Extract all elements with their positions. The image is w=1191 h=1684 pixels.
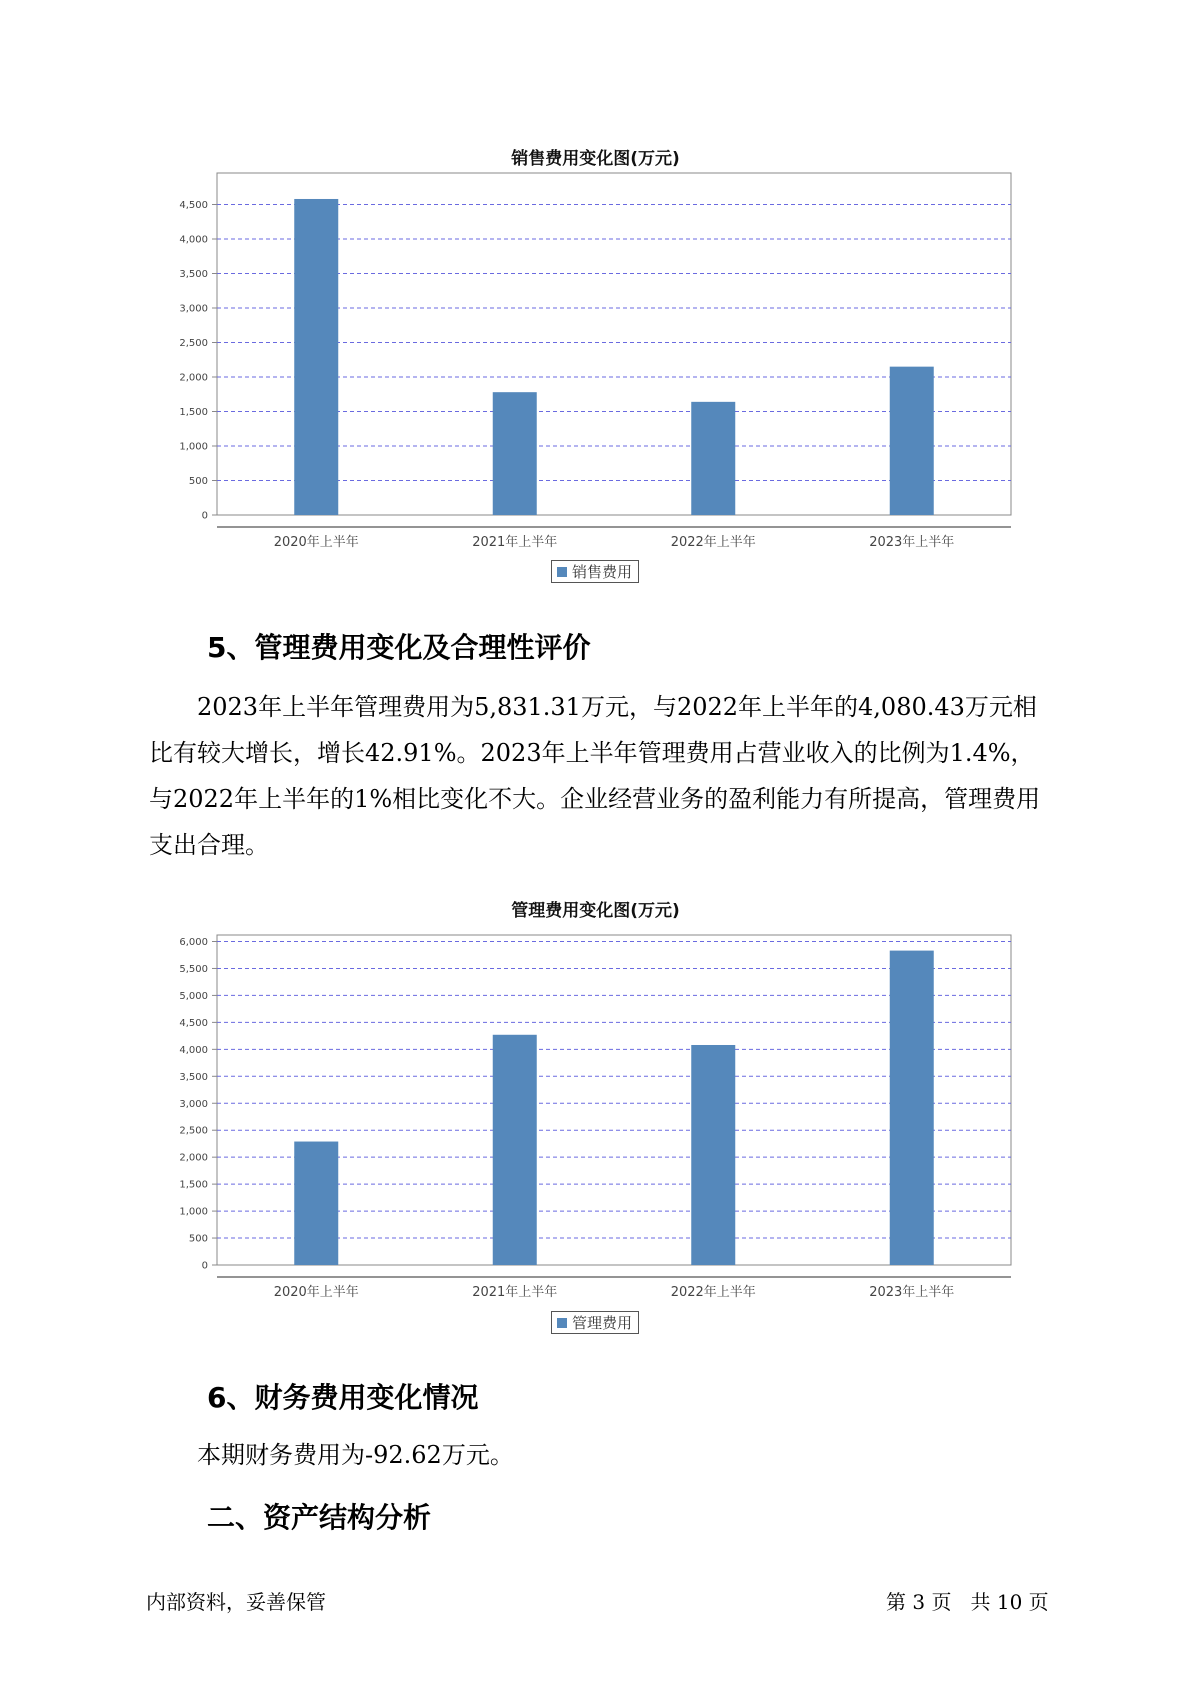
y-tick-label: 3,000: [179, 1098, 208, 1110]
y-tick-label: 5,500: [179, 963, 208, 975]
y-tick-label: 4,500: [179, 200, 208, 211]
x-tick-label: 2020年上半年: [273, 535, 359, 550]
x-tick-label: 2023年上半年: [869, 535, 955, 550]
section-5-heading: 5、管理费用变化及合理性评价: [207, 631, 591, 664]
y-tick-label: 1,000: [179, 1206, 208, 1218]
y-tick-label: 2,000: [179, 372, 208, 384]
y-tick-label: 4,500: [179, 1017, 208, 1029]
bar: [294, 1142, 338, 1265]
admin-chart-title: 管理费用变化图(万元): [511, 901, 680, 921]
y-tick-label: 3,000: [179, 303, 208, 315]
bar: [890, 951, 934, 1265]
y-tick-label: 5,000: [179, 990, 208, 1002]
y-tick-label: 500: [188, 476, 208, 487]
legend-label: 管理费用: [572, 1314, 633, 1332]
part-2-heading: 二、资产结构分析: [207, 1501, 432, 1534]
section-5-paragraph: 2023年上半年管理费用为5,831.31万元，与2022年上半年的4,080.43万元相比有较大增长，增长42.91%。2023年上半年管理费用占营业收入的比例为1.4%，与2022年上半年的1%相比变化不大。企业经营业务的盈利能力有所提高，管理费用支出合理。: [149, 693, 1041, 859]
y-tick-label: 4,000: [179, 1044, 208, 1056]
bar: [691, 1045, 735, 1265]
y-tick-label: 0: [201, 510, 208, 522]
y-tick-label: 2,500: [179, 338, 208, 349]
x-tick-label: 2021年上半年: [472, 1285, 558, 1300]
y-tick-label: 2,500: [179, 1125, 208, 1137]
y-tick-label: 4,000: [179, 234, 208, 246]
footer-confidential-note: 内部资料，妥善保管: [146, 1590, 326, 1614]
section-6-paragraph: 本期财务费用为-92.62万元。: [197, 1441, 514, 1469]
y-tick-label: 6,000: [179, 937, 208, 948]
y-tick-label: 0: [201, 1260, 208, 1272]
y-tick-label: 500: [188, 1233, 208, 1245]
x-tick-label: 2022年上半年: [670, 1285, 756, 1300]
y-tick-label: 1,500: [179, 407, 208, 418]
footer-page-number: 第 3 页 共 10 页: [886, 1590, 1049, 1614]
x-tick-label: 2021年上半年: [472, 535, 558, 550]
y-tick-label: 2,000: [179, 1152, 208, 1164]
x-tick-label: 2023年上半年: [869, 1285, 955, 1300]
y-tick-label: 3,500: [179, 1071, 208, 1083]
legend-label: 销售费用: [572, 563, 633, 581]
legend-swatch: [557, 1318, 567, 1328]
sales-chart-title: 销售费用变化图(万元): [511, 149, 680, 169]
x-tick-label: 2022年上半年: [670, 535, 756, 550]
y-tick-label: 3,500: [179, 269, 208, 280]
section-6-heading: 6、财务费用变化情况: [207, 1381, 479, 1414]
bar: [493, 1035, 537, 1265]
admin-chart-legend: [551, 1311, 639, 1334]
x-tick-label: 2020年上半年: [273, 1285, 359, 1300]
y-tick-label: 1,000: [179, 441, 208, 453]
y-tick-label: 1,500: [179, 1179, 208, 1191]
